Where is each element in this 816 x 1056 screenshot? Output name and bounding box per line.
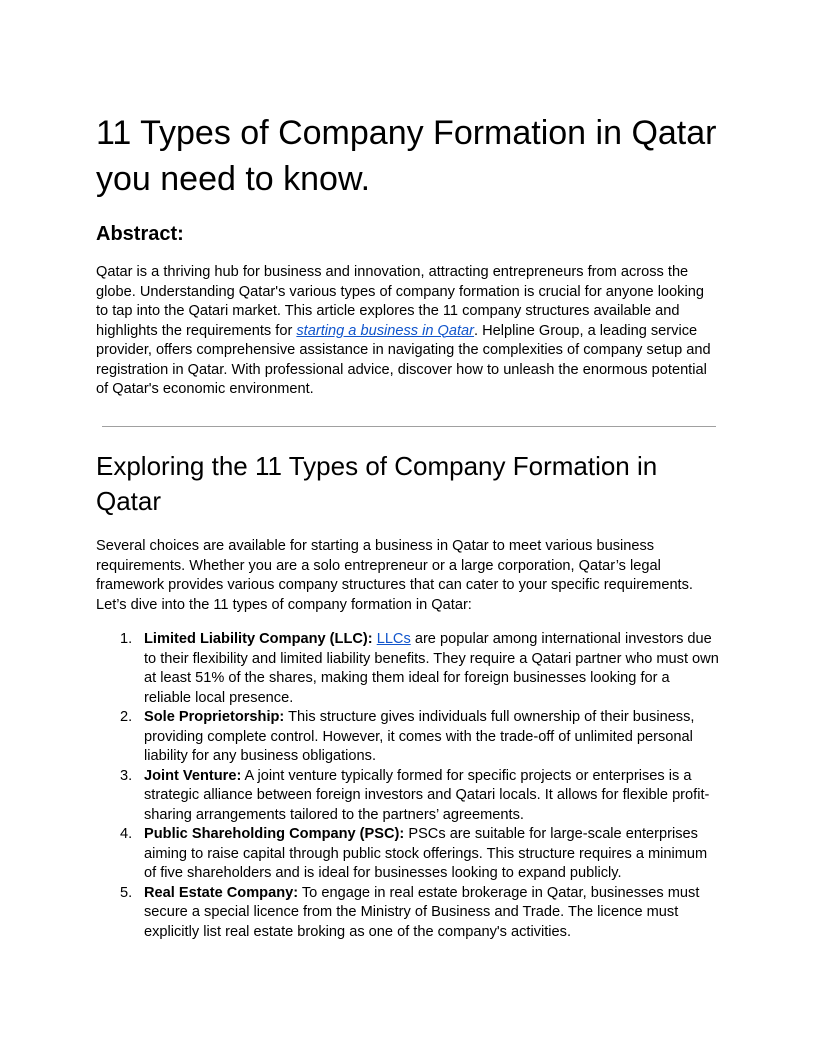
abstract-text-part-2: . Helpline Group, a leading service provider, offers comprehensive assistance in navigating the complexities of company setup and registration in Qatar. With professional advice, discover how to unleash the enormous potential of Qatar's economic environment. (96, 322, 711, 397)
list-item-term: Limited Liability Company (LLC): (144, 631, 373, 647)
list-item-text: A joint venture typically formed for specific projects or enterprises is a strategic alliance between foreign investors and Qatari locals. It allows for flexible profit-sharing arrangements tailored to the partners’ agreements. (144, 767, 710, 823)
list-item-text: This structure gives individuals full ownership of their business, providing complete control. However, it comes with the trade-off of unlimited personal liability for any business obligations. (144, 709, 695, 764)
section-intro-paragraph: Several choices are available for starting a business in Qatar to meet various business requirements. Whether you are a solo entrepreneur or a large corporation, Qatar’s legal framework provides various company structures that can cater to your specific requirements. Let’s dive into the 11 types of company formation in Qatar: (96, 538, 693, 613)
llcs-link[interactable]: LLCs (376, 631, 411, 647)
list-item-number: 1. (120, 631, 133, 647)
list-item (96, 884, 720, 943)
list-item-term: Public Shareholding Company (PSC): (144, 826, 405, 842)
section-heading: Exploring the 11 Types of Company Formation in Qatar (96, 451, 658, 516)
page-title: 11 Types of Company Formation in Qatar you need to know. (96, 114, 717, 198)
list-item-number: 3. (120, 767, 133, 784)
abstract-heading: Abstract: (96, 223, 184, 245)
list-item (96, 630, 720, 708)
abstract-text-part-1: Qatar is a thriving hub for business and innovation, attracting entrepreneurs from across the globe. Understanding Qatar's various types of company formation is crucial for anyone looking to tap into the Qatari market. This article explores the 11 company structures available and highlights the requirements for (96, 264, 704, 339)
list-item (96, 825, 720, 884)
list-item (96, 708, 720, 767)
list-item-term: Joint Venture: (144, 767, 242, 784)
list-item-text: are popular among international investors due to their flexibility and limited liability benefits. They require a Qatari partner who must own at least 51% of the shares, making them ideal for foreign businesses looking for a reliable local presence. (144, 631, 719, 706)
horizontal-divider (102, 426, 716, 427)
company-types-list (96, 630, 720, 942)
list-item-term: Sole Proprietorship: (144, 709, 285, 725)
list-item-text: PSCs are suitable for large-scale enterprises aiming to raise capital through public stock offerings. This structure requires a minimum of five shareholders and is ideal for businesses looking to expand publicly. (144, 826, 708, 881)
list-item-text: To engage in real estate brokerage in Qatar, businesses must secure a special licence from the Ministry of Business and Trade. The licence must explicitly list real estate broking as one of the company's activities. (144, 884, 700, 940)
list-item-number: 5. (120, 884, 133, 901)
starting-business-link[interactable]: starting a business in Qatar (296, 322, 475, 339)
list-item-number: 4. (120, 826, 133, 842)
list-item-term: Real Estate Company: (144, 884, 299, 901)
list-item-number: 2. (120, 709, 133, 725)
abstract-paragraph (96, 263, 720, 400)
list-item (96, 767, 720, 826)
